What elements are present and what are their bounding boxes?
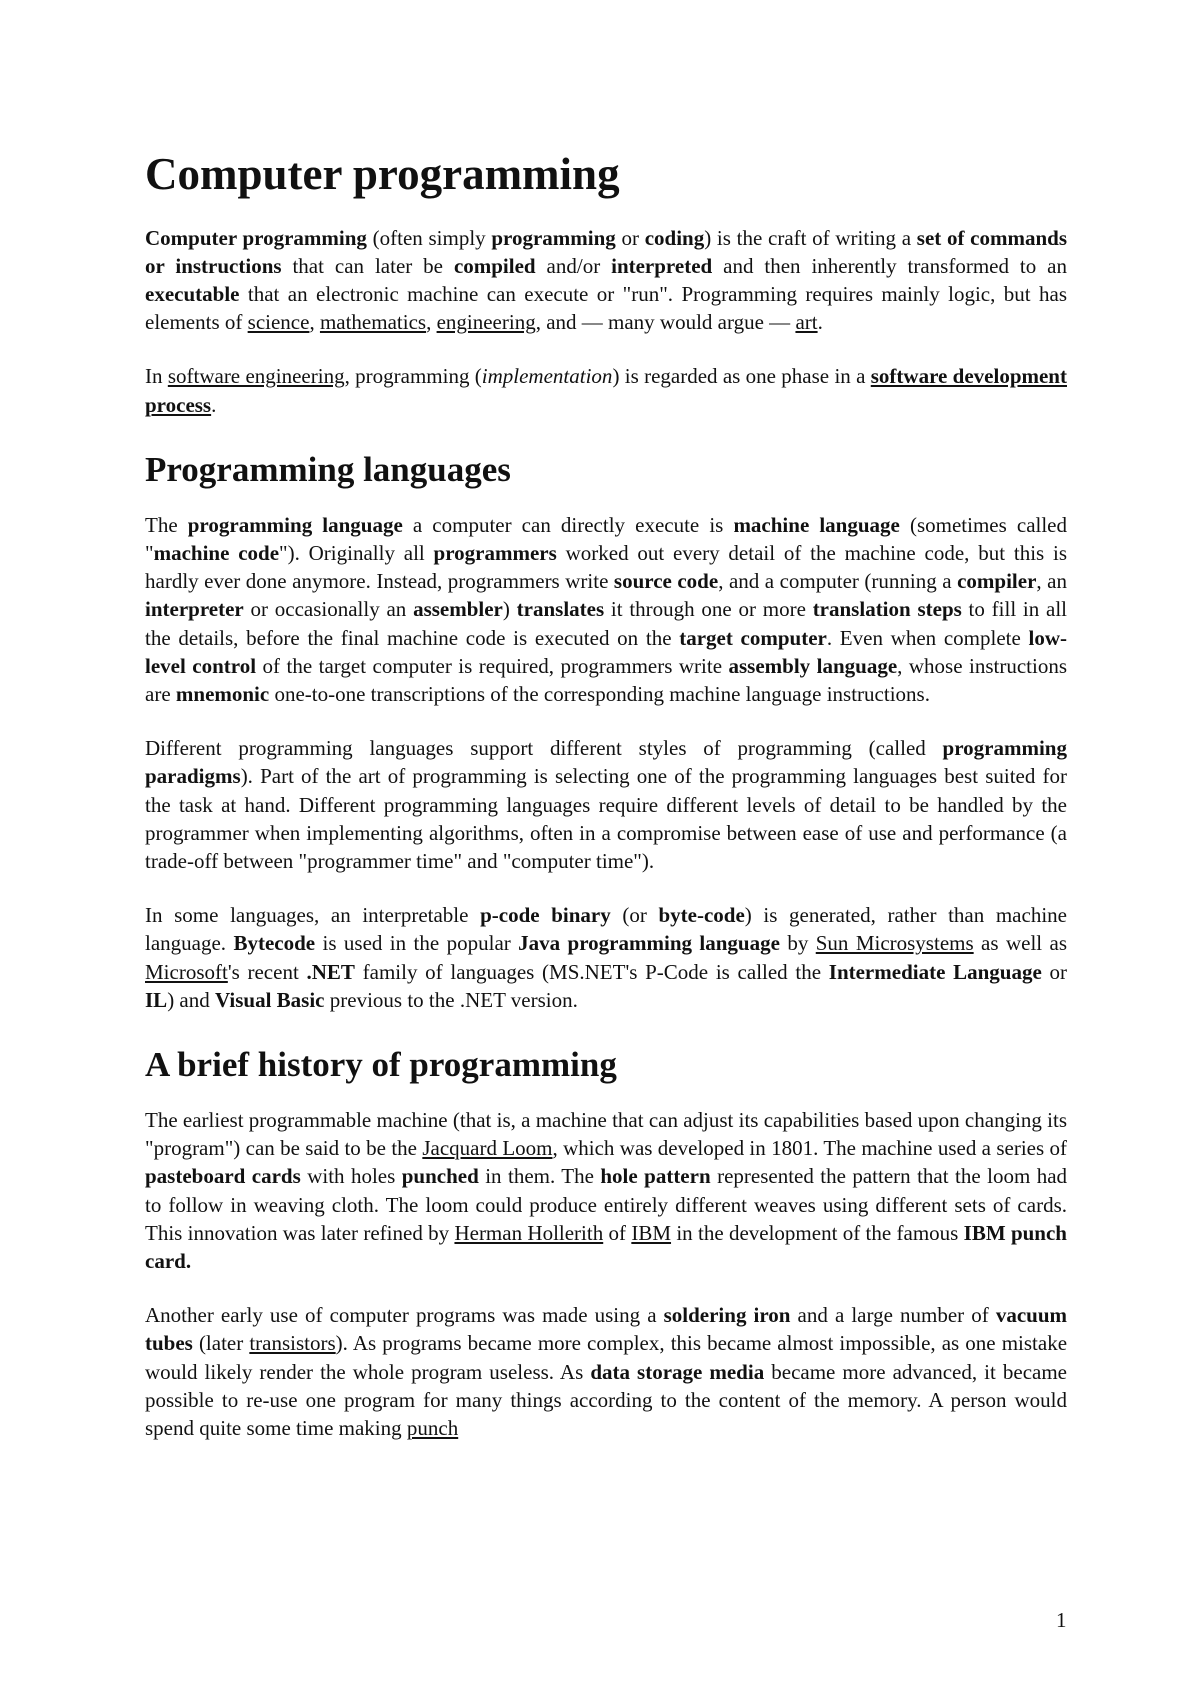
text-run: a computer can directly execute is bbox=[402, 512, 734, 537]
text-run: , and — many would argue — bbox=[535, 310, 796, 335]
bold-term: coding bbox=[644, 225, 705, 250]
text-run: , which was developed in 1801. The machine used a series of bbox=[552, 1136, 1067, 1161]
text-run: or bbox=[1041, 959, 1067, 984]
bold-term: source code bbox=[613, 569, 719, 594]
bold-term: interpreted bbox=[611, 253, 713, 278]
link[interactable]: engineering bbox=[436, 310, 536, 335]
link[interactable]: transistors bbox=[249, 1331, 336, 1356]
link[interactable]: art bbox=[795, 310, 818, 335]
text-run: as well as bbox=[973, 931, 1068, 956]
text-run: (later bbox=[192, 1331, 250, 1356]
bold-term: machine code bbox=[153, 540, 280, 565]
text-run: ) is regarded as one phase in a bbox=[612, 364, 871, 389]
bold-term: compiled bbox=[453, 253, 536, 278]
text-run: and a large number of bbox=[790, 1303, 996, 1328]
bold-term: programming paradigms bbox=[145, 736, 1067, 789]
bold-term: p-code binary bbox=[480, 903, 611, 928]
paragraph bbox=[145, 1301, 1067, 1442]
bold-term: IBM punch card. bbox=[145, 1220, 1067, 1273]
bold-term: target computer bbox=[679, 625, 827, 650]
bold-term: interpreter bbox=[145, 597, 244, 622]
text-run: to fill in all the details, before the final machine code is executed on the bbox=[145, 597, 1067, 650]
link[interactable]: Sun Microsystems bbox=[815, 931, 974, 956]
link[interactable]: software development process bbox=[145, 364, 1067, 417]
text-run: The bbox=[145, 512, 188, 537]
text-run: ) bbox=[502, 597, 517, 622]
bold-term: programming bbox=[491, 225, 616, 250]
bold-term: soldering iron bbox=[663, 1303, 791, 1328]
bold-term: assembler bbox=[413, 597, 503, 622]
bold-term: pasteboard cards bbox=[145, 1164, 301, 1189]
bold-term: set of commands or instructions bbox=[145, 225, 1067, 278]
text-run: that an electronic machine can execute or "run". Programming requires mainly logic, but has elements of bbox=[145, 281, 1067, 335]
bold-term: Bytecode bbox=[233, 931, 316, 956]
text-run: (or bbox=[610, 903, 659, 928]
text-run: or occasionally an bbox=[243, 597, 414, 622]
bold-term: hole pattern bbox=[600, 1164, 711, 1189]
paragraph bbox=[145, 1106, 1067, 1275]
text-run: "). Originally all bbox=[279, 540, 434, 565]
text-run: and/or bbox=[535, 253, 612, 278]
bold-term: Java programming language bbox=[518, 931, 780, 956]
text-run: , bbox=[309, 310, 320, 335]
text-run: . bbox=[817, 310, 823, 335]
text-run: or bbox=[615, 225, 645, 250]
text-run: The earliest programmable machine (that is, a machine that can adjust its capabilities based upon changing its "program") can be said to be the bbox=[145, 1107, 1067, 1161]
text-run: that can later be bbox=[281, 253, 454, 278]
section-heading-computer-programming: Computer programming bbox=[145, 149, 620, 199]
text-run: In bbox=[145, 364, 168, 389]
text-run: . bbox=[211, 392, 217, 417]
link[interactable]: software engineering bbox=[167, 364, 345, 389]
section-heading-programming-languages: Programming languages bbox=[145, 449, 511, 489]
text-run: ) is the craft of writing a bbox=[704, 225, 917, 250]
bold-term: compiler bbox=[957, 569, 1037, 594]
text-run: and then inherently transformed to an bbox=[712, 253, 1067, 278]
text-run: represented the pattern that the loom had to follow in weaving cloth. The loom could produce entirely different weaves using different sets of cards. This innovation was later refined by bbox=[145, 1164, 1068, 1245]
text-run: ). As programs became more complex, this became almost impossible, as one mistake would likely render the whole program useless. As bbox=[145, 1331, 1068, 1384]
paragraph bbox=[145, 362, 1067, 418]
bold-term: Visual Basic bbox=[215, 987, 325, 1012]
text-run: previous to the .NET version. bbox=[324, 987, 578, 1012]
paragraph bbox=[145, 511, 1067, 708]
text-run: 's recent bbox=[227, 959, 307, 984]
bold-term: punched bbox=[401, 1164, 479, 1189]
bold-term: programming language bbox=[187, 512, 403, 537]
text-run: of the target computer is required, programmers write bbox=[256, 653, 729, 678]
section-heading-history: A brief history of programming bbox=[145, 1044, 617, 1084]
bold-term: machine language bbox=[733, 512, 900, 537]
text-run: , an bbox=[1036, 569, 1067, 594]
text-run: ). Part of the art of programming is selecting one of the programming languages best suited for the task at hand. Different programming languages require different levels of detail to be handled by the programmer when implementing algorithms, often in a compromise between ease of use and performance (a trade-off between "programmer time" and "computer time"). bbox=[145, 764, 1067, 873]
text-run: family of languages (MS.NET's P-Code is called the bbox=[354, 959, 829, 984]
bold-term: translation steps bbox=[812, 597, 962, 622]
text-run: (sometimes called " bbox=[145, 512, 1067, 565]
text-run: (often simply bbox=[366, 225, 492, 250]
text-run: , bbox=[426, 310, 437, 335]
text-run: ) and bbox=[167, 987, 216, 1012]
text-run: Another early use of computer programs was made using a bbox=[145, 1303, 664, 1328]
bold-term: byte-code bbox=[658, 903, 745, 928]
bold-term: low-level control bbox=[145, 625, 1067, 678]
link[interactable]: science bbox=[247, 310, 310, 335]
text-run: in the development of the famous bbox=[671, 1220, 964, 1245]
bold-term: .NET bbox=[306, 959, 355, 984]
link[interactable]: Microsoft bbox=[145, 959, 228, 984]
text-run: with holes bbox=[300, 1164, 402, 1189]
bold-term: data storage media bbox=[590, 1359, 765, 1384]
text-run: , and a computer (running a bbox=[718, 569, 958, 594]
bold-term: Computer programming bbox=[145, 225, 367, 250]
bold-term: Intermediate Language bbox=[828, 959, 1042, 984]
bold-term: assembly language bbox=[728, 653, 898, 678]
paragraph bbox=[145, 901, 1067, 1014]
bold-term: mnemonic bbox=[175, 681, 270, 706]
bold-term: translates bbox=[516, 597, 605, 622]
text-run: is used in the popular bbox=[315, 931, 519, 956]
paragraph bbox=[145, 224, 1067, 337]
text-run: , whose instructions are bbox=[145, 653, 1067, 706]
link[interactable]: punch bbox=[406, 1416, 459, 1440]
text-run: in them. The bbox=[478, 1164, 601, 1189]
text-run: ) is generated, rather than machine language. bbox=[145, 903, 1067, 956]
text-run: it through one or more bbox=[604, 597, 813, 622]
bold-term: programmers bbox=[433, 540, 557, 565]
text-run: of bbox=[603, 1220, 632, 1245]
page-number: 1 bbox=[1056, 1608, 1067, 1632]
text-run: . Even when complete bbox=[826, 625, 1029, 650]
paragraph bbox=[145, 734, 1067, 875]
text-run: Different programming languages support different styles of programming (called bbox=[145, 736, 943, 761]
text-run: by bbox=[779, 931, 816, 956]
link[interactable]: Jacquard Loom bbox=[422, 1136, 553, 1161]
bold-term: vacuum tubes bbox=[145, 1303, 1067, 1356]
italic-term: implementation bbox=[481, 364, 613, 389]
text-run: became more advanced, it became possible to re-use one program for many things according to the content of the memory. A person would spend quite some time making bbox=[145, 1359, 1067, 1440]
text-run: worked out every detail of the machine code, but this is hardly ever done anymore. Instead, programmers write bbox=[145, 540, 1067, 594]
text-run: , programming ( bbox=[344, 364, 482, 389]
link[interactable]: IBM bbox=[631, 1220, 672, 1245]
document-page bbox=[145, 150, 1067, 1468]
text-run: one-to-one transcriptions of the corresponding machine language instructions. bbox=[269, 681, 930, 706]
text-run: In some languages, an interpretable bbox=[145, 903, 481, 928]
link[interactable]: Herman Hollerith bbox=[454, 1220, 604, 1245]
link[interactable]: mathematics bbox=[319, 310, 427, 335]
bold-term: executable bbox=[145, 281, 240, 306]
bold-term: IL bbox=[145, 987, 168, 1012]
